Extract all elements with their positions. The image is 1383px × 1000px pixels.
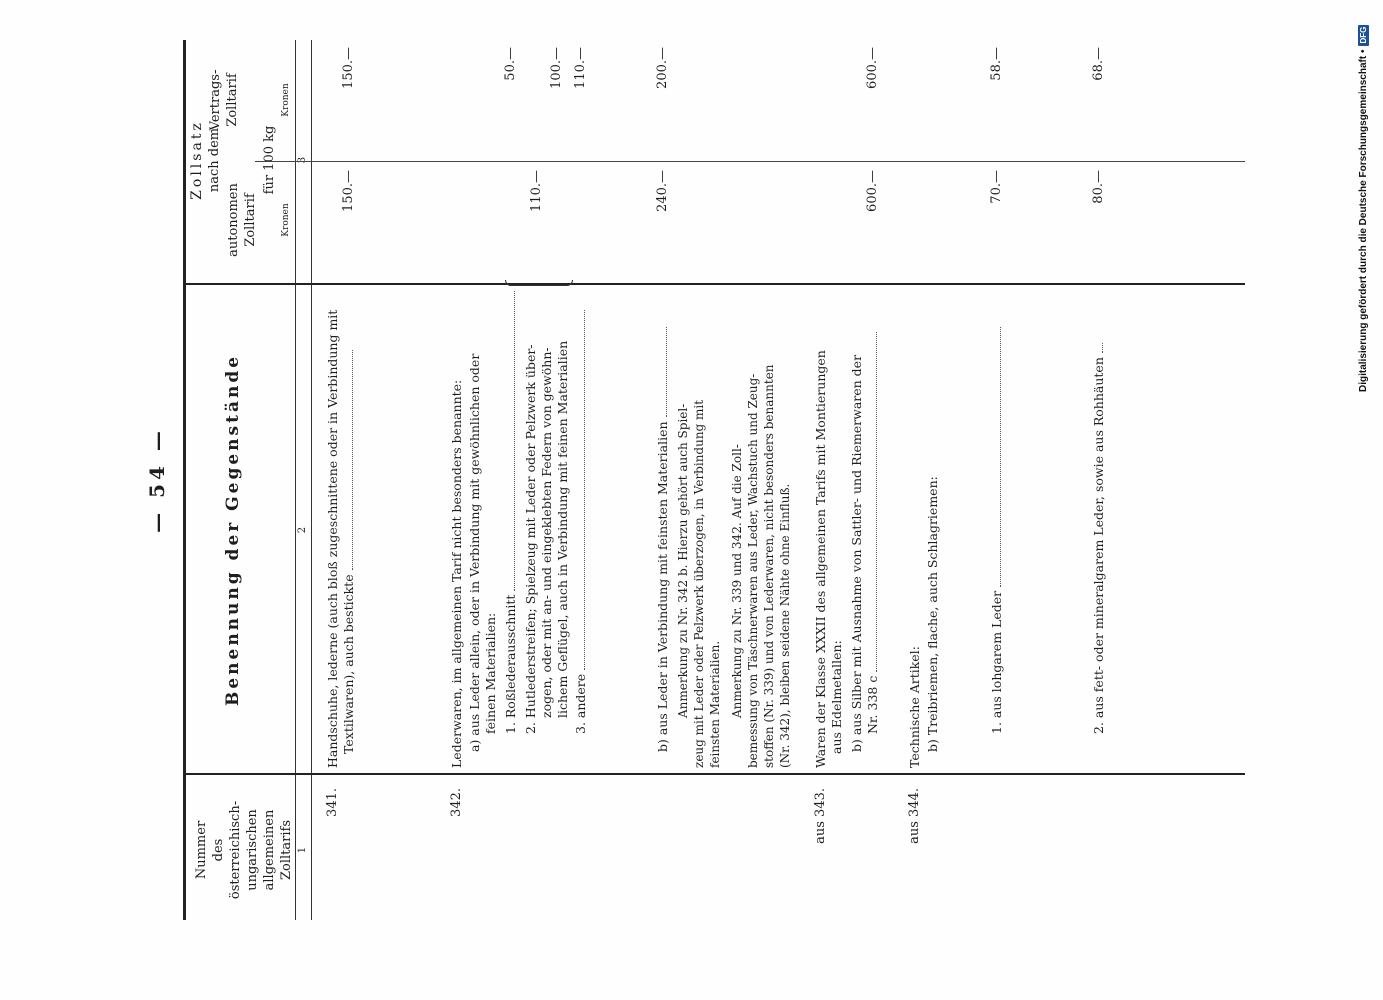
rate-treaty: 600.— [865,47,880,89]
item-description: 2. aus fett- oder mineralgarem Leder, sowie aus Rohhäuten [1091,288,1107,734]
item-description: Waren der Klasse XXXII des allgemeinen Tarifs mit Montierungen aus Edelmetallen: [813,350,844,768]
col3-header-title: Zollsatz nach dem [189,120,222,200]
rotated-tariff-table [145,40,1245,920]
item-description: Handschuhe, lederne (auch bloß zugeschnittene oder in Verbindung mit Textilwaren), auch bestickte [325,309,356,768]
item-description: a) aus Leder allein, oder in Verbindung mit gewöhnlichen oder feinen Materialien: [467,353,498,752]
col-divider-2 [183,283,1245,285]
item-description: 2. Hutlederstreifen; Spielzeug mit Leder oder Pelzwerk über- zogen, oder mit an- und eingeklebten Federn von gewöhn- lichem Geflügel, auch in Verbindung mit feinen Materialien [523,340,570,734]
item-description: b) aus Leder in Verbindung mit feinsten Materialien [655,288,671,752]
rate-autonomous: 70.— [989,170,1004,204]
table-top-rule [183,40,186,920]
item-description: b) aus Silber mit Ausnahme von Sattler- und Riemerwaren der Nr. 338 c [849,288,881,752]
col3-treaty-header: Vertrags- Zolltarif [208,69,240,131]
col1-header: Nummer des österreichisch- ungarischen allgemeinen Zolltarifs [194,800,294,900]
item-description: 3. andere [573,288,589,734]
col3-unit: für 100 kg [262,125,277,195]
item-description: b) Treibriemen, flache, auch Schlagriemen: [925,476,940,752]
rate-autonomous: 600.— [865,170,880,212]
rate-autonomous: 110.— [529,170,544,212]
rate-treaty: 68.— [1091,47,1106,81]
rate-treaty: 58.— [989,47,1004,81]
rate-treaty: 150.— [341,47,356,89]
tariff-number: 342. [449,788,464,817]
rate-treaty: 100.— [549,47,564,89]
col3-autonomous-header: autonomen Zolltarif [226,183,258,257]
tariff-number: aus 344. [907,788,922,844]
rate-treaty: 50.— [503,47,518,81]
rate-autonomous: 240.— [655,170,670,212]
item-description: 1. Roßlederausschnitt [503,288,519,734]
note-342b: Anmerkung zu Nr. 342 b. Hierzu gehört auch Spiel- zeug mit Leder oder Pelzwerk überzogen, in Verbindung mit feinsten Materialien. [676,399,722,768]
header-bottom-rule [295,40,296,920]
note-339-342: Anmerkung zu Nr. 339 und 342. Auf die Zoll- bemessung von Täschnerwaren aus Leder, Wachstuch und Zeug- stoffen (Nr. 339) und von Lederwaren, nicht besonders benannten (Nr. 342), bleiben seidene Nähte ohne Einfluß. [730,364,792,768]
rate-autonomous: 150.— [341,170,356,212]
page-number: — 54 — [145,427,169,533]
tariff-number: aus 343. [813,788,828,844]
tariff-number: 341. [325,788,340,817]
digitization-credit [1356,12,1370,392]
rate-autonomous: 80.— [1091,170,1106,204]
kronen-label-autonomous: Kronen [281,203,291,237]
rate-treaty: 200.— [655,47,670,89]
item-description: Technische Artikel: [907,646,922,768]
kronen-label-treaty: Kronen [281,83,291,117]
bracket-brace [505,280,573,286]
col-divider-1 [183,773,1245,775]
col-number-1: 1 [297,846,308,854]
col-number-3: 3 [297,156,308,164]
dfg-logo-icon: DFG [1358,26,1368,44]
item-description: 1. aus lohgarem Leder [989,288,1005,734]
col-divider-3 [255,161,1245,162]
col2-header: Benennung der Gegenstände [223,353,243,707]
item-description: Lederwaren, im allgemeinen Tarif nicht besonders benannte: [449,379,464,768]
rate-treaty: 110.— [573,47,588,89]
credit-text: Digitalisierung gefördert durch die Deutsche Forschungsgemeinschaft • [1357,49,1369,392]
col-number-2: 2 [297,526,308,534]
colnum-bottom-rule [311,40,312,920]
